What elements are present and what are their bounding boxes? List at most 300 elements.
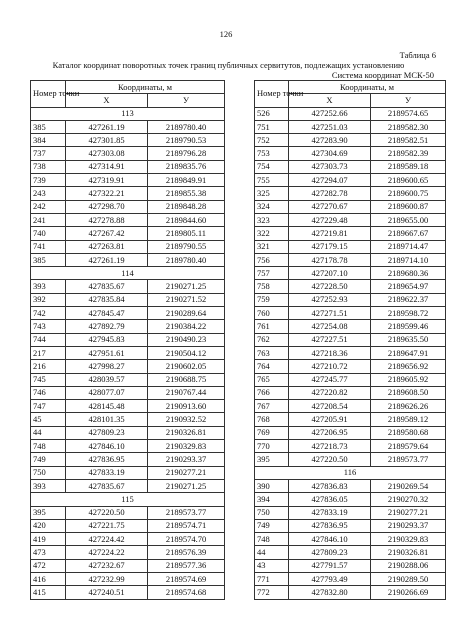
table-row [31, 506, 225, 519]
point-number-cell: 765 [255, 373, 289, 386]
x-coordinate-cell: 427267.42 [66, 227, 148, 240]
x-coordinate-cell: 427791.57 [289, 559, 371, 572]
y-coordinate-cell: 2190326.81 [148, 426, 225, 439]
table-row [255, 413, 446, 426]
coordinates-table-left [30, 80, 225, 600]
point-number-cell: 754 [255, 160, 289, 173]
y-coordinate-cell: 2190688.75 [148, 373, 225, 386]
point-number-cell: 242 [31, 200, 66, 213]
x-coordinate-cell: 427846.10 [66, 440, 148, 453]
x-coordinate-cell: 427206.95 [289, 426, 371, 439]
y-coordinate-cell: 2189656.92 [371, 360, 446, 373]
x-coordinate-cell: 427229.48 [289, 213, 371, 226]
x-coordinate-cell: 427836.05 [289, 493, 371, 506]
header-y: У [371, 94, 446, 107]
y-coordinate-cell: 2190288.06 [371, 559, 446, 572]
y-coordinate-cell: 2189780.40 [148, 120, 225, 133]
x-coordinate-cell: 427836.83 [289, 479, 371, 492]
table-row [255, 147, 446, 160]
x-coordinate-cell: 427178.78 [289, 253, 371, 266]
table-row [31, 333, 225, 346]
y-coordinate-cell: 2189576.39 [148, 546, 225, 559]
point-number-cell: 752 [255, 134, 289, 147]
table-row [255, 572, 446, 585]
point-number-cell: 472 [31, 559, 66, 572]
point-number-cell: 321 [255, 240, 289, 253]
y-coordinate-cell: 2189848.28 [148, 200, 225, 213]
point-number-cell: 770 [255, 440, 289, 453]
y-coordinate-cell: 2190913.60 [148, 400, 225, 413]
point-number-cell: 757 [255, 267, 289, 280]
table-row [255, 120, 446, 133]
y-coordinate-cell: 2190277.21 [148, 466, 225, 479]
point-number-cell: 741 [31, 240, 66, 253]
y-coordinate-cell: 2189622.37 [371, 293, 446, 306]
y-coordinate-cell: 2190277.21 [371, 506, 446, 519]
table-row [31, 240, 225, 253]
x-coordinate-cell: 427224.42 [66, 533, 148, 546]
x-coordinate-cell: 428077.07 [66, 386, 148, 399]
y-coordinate-cell: 2189844.60 [148, 213, 225, 226]
point-number-cell: 241 [31, 213, 66, 226]
point-number-cell: 750 [31, 466, 66, 479]
x-coordinate-cell: 427240.51 [66, 586, 148, 599]
y-coordinate-cell: 2190326.81 [371, 546, 446, 559]
point-number-cell: 768 [255, 413, 289, 426]
x-coordinate-cell: 427245.77 [289, 373, 371, 386]
y-coordinate-cell: 2189635.50 [371, 333, 446, 346]
x-coordinate-cell: 427303.08 [66, 147, 148, 160]
table-row [31, 227, 225, 240]
x-coordinate-cell: 427179.15 [289, 240, 371, 253]
y-coordinate-cell: 2190289.64 [148, 307, 225, 320]
table-row [31, 466, 225, 479]
table-row [31, 360, 225, 373]
x-coordinate-cell: 427835.67 [66, 479, 148, 492]
x-coordinate-cell: 427270.67 [289, 200, 371, 213]
y-coordinate-cell: 2189647.91 [371, 346, 446, 359]
y-coordinate-cell: 2190602.05 [148, 360, 225, 373]
x-coordinate-cell: 427283.90 [289, 134, 371, 147]
table-row [31, 586, 225, 599]
x-coordinate-cell: 427232.67 [66, 559, 148, 572]
point-number-cell: 748 [255, 533, 289, 546]
y-coordinate-cell: 2189849.91 [148, 174, 225, 187]
x-coordinate-cell: 427278.88 [66, 213, 148, 226]
x-coordinate-cell: 427208.54 [289, 400, 371, 413]
point-number-cell: 749 [255, 519, 289, 532]
table-row [255, 586, 446, 599]
point-number-cell: 416 [31, 572, 66, 585]
header-point-number: Номер точки [255, 81, 289, 108]
y-coordinate-cell: 2190329.83 [371, 533, 446, 546]
y-coordinate-cell: 2189667.67 [371, 227, 446, 240]
y-coordinate-cell: 2189582.30 [371, 120, 446, 133]
x-coordinate-cell: 427793.49 [289, 572, 371, 585]
point-number-cell: 749 [31, 453, 66, 466]
table-row [31, 200, 225, 213]
point-number-cell: 395 [255, 453, 289, 466]
point-number-cell: 764 [255, 360, 289, 373]
y-coordinate-cell: 2189605.92 [371, 373, 446, 386]
coordinates-table-right-body [255, 107, 446, 599]
y-coordinate-cell: 2190490.23 [148, 333, 225, 346]
x-coordinate-cell: 427261.19 [66, 120, 148, 133]
table-row [31, 546, 225, 559]
x-coordinate-cell: 427294.07 [289, 174, 371, 187]
table-row [31, 253, 225, 266]
x-coordinate-cell: 427219.81 [289, 227, 371, 240]
y-coordinate-cell: 2189589.12 [371, 413, 446, 426]
table-caption: Каталог координат поворотных точек границ публичных сервитутов, подлежащих установлению [52, 60, 405, 70]
y-coordinate-cell: 2189598.72 [371, 307, 446, 320]
table-row [255, 320, 446, 333]
x-coordinate-cell: 427314.91 [66, 160, 148, 173]
point-number-cell: 384 [31, 134, 66, 147]
point-number-cell: 43 [255, 559, 289, 572]
y-coordinate-cell: 2189589.18 [371, 160, 446, 173]
table-row [255, 333, 446, 346]
point-number-cell: 753 [255, 147, 289, 160]
x-coordinate-cell: 427836.95 [66, 453, 148, 466]
y-coordinate-cell: 2189714.10 [371, 253, 446, 266]
table-row [31, 346, 225, 359]
y-coordinate-cell: 2189805.11 [148, 227, 225, 240]
coordinates-table-right [254, 80, 446, 600]
table-row [255, 280, 446, 293]
group-header-row [255, 466, 446, 479]
point-number-cell: 759 [255, 293, 289, 306]
point-number-cell: 772 [255, 586, 289, 599]
table-row [255, 174, 446, 187]
table-row [255, 426, 446, 439]
x-coordinate-cell: 427833.19 [66, 466, 148, 479]
y-coordinate-cell: 2189573.77 [371, 453, 446, 466]
table-row [31, 280, 225, 293]
table-row [255, 479, 446, 492]
group-number: 114 [31, 267, 225, 280]
table-row [255, 267, 446, 280]
point-number-cell: 756 [255, 253, 289, 266]
point-number-cell: 760 [255, 307, 289, 320]
header-x: X [289, 94, 371, 107]
table-row [255, 253, 446, 266]
y-coordinate-cell: 2190329.83 [148, 440, 225, 453]
y-coordinate-cell: 2189626.26 [371, 400, 446, 413]
x-coordinate-cell: 427303.73 [289, 160, 371, 173]
y-coordinate-cell: 2189714.47 [371, 240, 446, 253]
y-coordinate-cell: 2189680.36 [371, 267, 446, 280]
table-row [31, 386, 225, 399]
table-row [31, 533, 225, 546]
point-number-cell: 746 [31, 386, 66, 399]
table-row [31, 134, 225, 147]
table-row [255, 360, 446, 373]
point-number-cell: 324 [255, 200, 289, 213]
point-number-cell: 740 [31, 227, 66, 240]
coordinates-table-left-body [31, 107, 225, 599]
table-row [255, 213, 446, 226]
point-number-cell: 762 [255, 333, 289, 346]
point-number-cell: 325 [255, 187, 289, 200]
y-coordinate-cell: 2189574.71 [148, 519, 225, 532]
table-row [31, 147, 225, 160]
point-number-cell: 755 [255, 174, 289, 187]
table-row [255, 493, 446, 506]
y-coordinate-cell: 2189579.64 [371, 440, 446, 453]
group-number: 116 [255, 466, 446, 479]
point-number-cell: 761 [255, 320, 289, 333]
point-number-cell: 739 [31, 174, 66, 187]
table-row [31, 307, 225, 320]
y-coordinate-cell: 2190384.22 [148, 320, 225, 333]
y-coordinate-cell: 2190271.52 [148, 293, 225, 306]
x-coordinate-cell: 427322.21 [66, 187, 148, 200]
point-number-cell: 473 [31, 546, 66, 559]
x-coordinate-cell: 427227.51 [289, 333, 371, 346]
table-row [255, 200, 446, 213]
table-row [255, 346, 446, 359]
table-row [255, 307, 446, 320]
y-coordinate-cell: 2189574.65 [371, 107, 446, 120]
point-number-cell: 394 [255, 493, 289, 506]
y-coordinate-cell: 2189654.97 [371, 280, 446, 293]
table-row [31, 373, 225, 386]
y-coordinate-cell: 2190767.44 [148, 386, 225, 399]
table-row [255, 533, 446, 546]
point-number-cell: 393 [31, 479, 66, 492]
y-coordinate-cell: 2189655.00 [371, 213, 446, 226]
point-number-cell: 385 [31, 120, 66, 133]
point-number-cell: 395 [31, 506, 66, 519]
y-coordinate-cell: 2189600.75 [371, 187, 446, 200]
point-number-cell: 385 [31, 253, 66, 266]
table-row [31, 174, 225, 187]
point-number-cell: 243 [31, 187, 66, 200]
y-coordinate-cell: 2189599.46 [371, 320, 446, 333]
table-row [255, 546, 446, 559]
table-row [31, 479, 225, 492]
point-number-cell: 743 [31, 320, 66, 333]
y-coordinate-cell: 2189582.51 [371, 134, 446, 147]
table-row [31, 413, 225, 426]
y-coordinate-cell: 2190269.54 [371, 479, 446, 492]
x-coordinate-cell: 427220.50 [66, 506, 148, 519]
x-coordinate-cell: 427221.75 [66, 519, 148, 532]
header-x: X [66, 94, 148, 107]
x-coordinate-cell: 427220.82 [289, 386, 371, 399]
x-coordinate-cell: 427298.70 [66, 200, 148, 213]
x-coordinate-cell: 427210.72 [289, 360, 371, 373]
x-coordinate-cell: 427845.47 [66, 307, 148, 320]
table-row [31, 559, 225, 572]
point-number-cell: 769 [255, 426, 289, 439]
table-row [255, 453, 446, 466]
y-coordinate-cell: 2189577.36 [148, 559, 225, 572]
header-coordinates: Координаты, м [289, 81, 446, 94]
point-number-cell: 420 [31, 519, 66, 532]
table-row [31, 453, 225, 466]
x-coordinate-cell: 427205.91 [289, 413, 371, 426]
y-coordinate-cell: 2189582.39 [371, 147, 446, 160]
group-header-row [31, 493, 225, 506]
x-coordinate-cell: 427252.93 [289, 293, 371, 306]
x-coordinate-cell: 427228.50 [289, 280, 371, 293]
x-coordinate-cell: 427232.99 [66, 572, 148, 585]
point-number-cell: 45 [31, 413, 66, 426]
point-number-cell: 419 [31, 533, 66, 546]
point-number-cell: 742 [31, 307, 66, 320]
y-coordinate-cell: 2189574.69 [148, 572, 225, 585]
table-row [31, 572, 225, 585]
table-row [31, 426, 225, 439]
y-coordinate-cell: 2189780.40 [148, 253, 225, 266]
point-number-cell: 744 [31, 333, 66, 346]
x-coordinate-cell: 427836.95 [289, 519, 371, 532]
y-coordinate-cell: 2189835.76 [148, 160, 225, 173]
point-number-cell: 750 [255, 506, 289, 519]
header-point-number: Номер точки [31, 81, 66, 108]
point-number-cell: 323 [255, 213, 289, 226]
x-coordinate-cell: 428145.48 [66, 400, 148, 413]
x-coordinate-cell: 428039.57 [66, 373, 148, 386]
x-coordinate-cell: 427832.80 [289, 586, 371, 599]
point-number-cell: 526 [255, 107, 289, 120]
y-coordinate-cell: 2189573.77 [148, 506, 225, 519]
point-number-cell: 738 [31, 160, 66, 173]
x-coordinate-cell: 427207.10 [289, 267, 371, 280]
x-coordinate-cell: 428101.35 [66, 413, 148, 426]
table-row [31, 120, 225, 133]
point-number-cell: 751 [255, 120, 289, 133]
table-row [255, 506, 446, 519]
y-coordinate-cell: 2190293.37 [148, 453, 225, 466]
x-coordinate-cell: 427951.61 [66, 346, 148, 359]
header-coordinates: Координаты, м [66, 81, 225, 94]
table-row [31, 160, 225, 173]
x-coordinate-cell: 427261.19 [66, 253, 148, 266]
y-coordinate-cell: 2189608.50 [371, 386, 446, 399]
table-row [255, 134, 446, 147]
table-row [255, 440, 446, 453]
x-coordinate-cell: 427809.23 [289, 546, 371, 559]
x-coordinate-cell: 427301.85 [66, 134, 148, 147]
table-row [31, 213, 225, 226]
table-row [255, 187, 446, 200]
table-row [255, 160, 446, 173]
x-coordinate-cell: 427319.91 [66, 174, 148, 187]
header-y: У [148, 94, 225, 107]
point-number-cell: 763 [255, 346, 289, 359]
x-coordinate-cell: 427892.79 [66, 320, 148, 333]
y-coordinate-cell: 2189574.68 [148, 586, 225, 599]
x-coordinate-cell: 427271.51 [289, 307, 371, 320]
x-coordinate-cell: 427835.84 [66, 293, 148, 306]
table-row [255, 373, 446, 386]
y-coordinate-cell: 2189600.65 [371, 174, 446, 187]
point-number-cell: 737 [31, 147, 66, 160]
point-number-cell: 44 [255, 546, 289, 559]
x-coordinate-cell: 427224.22 [66, 546, 148, 559]
table-row [31, 320, 225, 333]
table-row [255, 400, 446, 413]
x-coordinate-cell: 427809.23 [66, 426, 148, 439]
y-coordinate-cell: 2190266.69 [371, 586, 446, 599]
point-number-cell: 216 [31, 360, 66, 373]
point-number-cell: 745 [31, 373, 66, 386]
y-coordinate-cell: 2190504.12 [148, 346, 225, 359]
table-row [255, 107, 446, 120]
group-number: 115 [31, 493, 225, 506]
table-row [31, 187, 225, 200]
point-number-cell: 217 [31, 346, 66, 359]
group-header-row [31, 267, 225, 280]
y-coordinate-cell: 2190289.50 [371, 572, 446, 585]
table-row [255, 559, 446, 572]
point-number-cell: 392 [31, 293, 66, 306]
y-coordinate-cell: 2189796.28 [148, 147, 225, 160]
point-number-cell: 415 [31, 586, 66, 599]
y-coordinate-cell: 2189574.70 [148, 533, 225, 546]
table-row [255, 386, 446, 399]
point-number-cell: 748 [31, 440, 66, 453]
point-number-cell: 747 [31, 400, 66, 413]
y-coordinate-cell: 2189580.68 [371, 426, 446, 439]
group-number: 113 [31, 107, 225, 120]
point-number-cell: 322 [255, 227, 289, 240]
x-coordinate-cell: 427282.78 [289, 187, 371, 200]
x-coordinate-cell: 427254.08 [289, 320, 371, 333]
page-number: 126 [219, 29, 233, 39]
y-coordinate-cell: 2189790.53 [148, 134, 225, 147]
table-row [31, 519, 225, 532]
y-coordinate-cell: 2190293.37 [371, 519, 446, 532]
x-coordinate-cell: 427833.19 [289, 506, 371, 519]
y-coordinate-cell: 2189600.87 [371, 200, 446, 213]
table-row [255, 519, 446, 532]
group-header-row [31, 107, 225, 120]
x-coordinate-cell: 427263.81 [66, 240, 148, 253]
table-row [255, 293, 446, 306]
point-number-cell: 390 [255, 479, 289, 492]
table-row [31, 440, 225, 453]
point-number-cell: 393 [31, 280, 66, 293]
y-coordinate-cell: 2190270.32 [371, 493, 446, 506]
point-number-cell: 758 [255, 280, 289, 293]
x-coordinate-cell: 427252.66 [289, 107, 371, 120]
y-coordinate-cell: 2190271.25 [148, 479, 225, 492]
point-number-cell: 767 [255, 400, 289, 413]
table-row [255, 227, 446, 240]
x-coordinate-cell: 427220.50 [289, 453, 371, 466]
point-number-cell: 771 [255, 572, 289, 585]
table-label: Таблица 6 [399, 50, 436, 60]
y-coordinate-cell: 2189855.38 [148, 187, 225, 200]
x-coordinate-cell: 427998.27 [66, 360, 148, 373]
x-coordinate-cell: 427251.03 [289, 120, 371, 133]
x-coordinate-cell: 427218.73 [289, 440, 371, 453]
table-row [255, 240, 446, 253]
x-coordinate-cell: 427945.83 [66, 333, 148, 346]
table-row [31, 400, 225, 413]
x-coordinate-cell: 427304.69 [289, 147, 371, 160]
coordinate-system-label: Система координат МСК-50 [331, 70, 434, 80]
point-number-cell: 766 [255, 386, 289, 399]
x-coordinate-cell: 427835.67 [66, 280, 148, 293]
x-coordinate-cell: 427218.36 [289, 346, 371, 359]
point-number-cell: 44 [31, 426, 66, 439]
y-coordinate-cell: 2190932.52 [148, 413, 225, 426]
